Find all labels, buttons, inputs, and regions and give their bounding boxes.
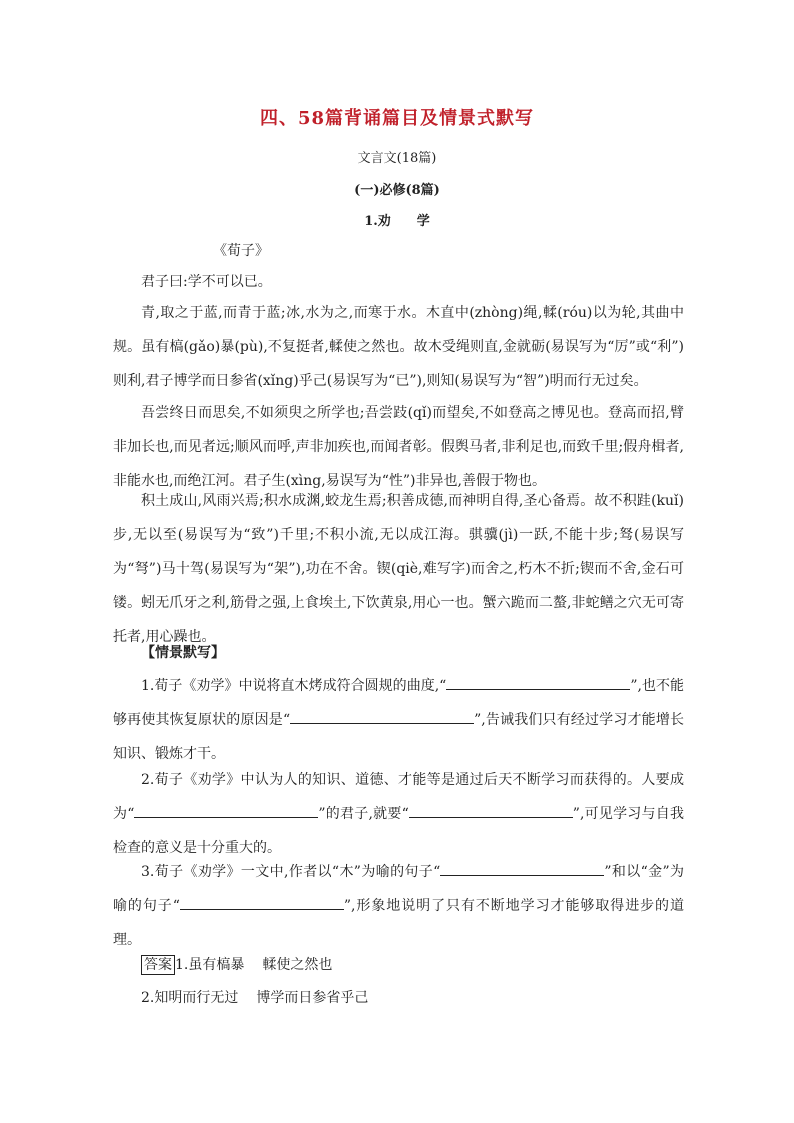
section-heading: (一)必修(8篇) [354, 183, 440, 198]
answer-blank[interactable] [446, 675, 630, 690]
answer-blank[interactable] [180, 895, 344, 910]
paragraph-text: 青,取之于蓝,而青于蓝;冰,水为之,而寒于水。木直中(zhòng)绳,輮(róu)以为轮,其曲中规。虽有槁(gǎo)暴(pù),不复挺者,輮使之然也。故木受绳则直,金就砺(易误写为“厉”或“利”)则利,君子博学而日参省(xǐng)乎己(易误写为“已”),则知(易误写为“智”)明而行无过矣。 [113, 305, 684, 389]
lesson-heading [0, 210, 794, 229]
answer-label: 答案 [141, 955, 175, 975]
answer-number: 1. [175, 957, 189, 973]
question-text: ”,形象地说明了只有不断地学习才能够取得进步的道理。 [113, 898, 684, 948]
question-text: ”,也不能够再使其恢复原状的原因是“ [113, 678, 685, 728]
answer-blank[interactable] [409, 803, 573, 818]
answer-blank[interactable] [440, 861, 604, 876]
question-3 [113, 855, 684, 957]
question-2 [113, 763, 684, 865]
text-paragraph-3 [113, 484, 684, 654]
paragraph-text: 积土成山,风雨兴焉;积水成渊,蛟龙生焉;积善成德,而神明自得,圣心备焉。故不积跬(kuǐ)步,无以至(易误写为“致”)千里;不积小流,无以成江海。骐骥(jì)一跃,不能十步;驽(易误写为“弩”)马十驾(易误写为“架”),功在不舍。锲(qiè,难写字)而舍之,朽木不折;锲而不舍,金石可镂。蚓无爪牙之利,筋骨之强,上食埃土,下饮黄泉,用心一也。蟹六跪而二螯,非蛇鳝之穴无可寄托者,用心躁也。 [113, 493, 684, 645]
answer-blank[interactable] [290, 709, 474, 724]
exercise-heading: 【情景默写】 [141, 645, 225, 661]
question-text: ”,告诫我们只有经过学习才能增长知识、锻炼才干。 [113, 712, 684, 762]
question-text: 1.荀子《劝学》中说将直木烤成符合圆规的曲度,“ [141, 678, 447, 694]
question-text: ”和以“金”为喻的句子“ [113, 864, 684, 914]
question-text: 2.荀子《劝学》中认为人的知识、道德、才能等是通过后天不断学习而获得的。人要成为“ [113, 772, 684, 822]
lesson-word: 学 [416, 214, 430, 229]
answer-text: 虽有槁暴 [188, 957, 245, 973]
page-title: 四、58篇背诵篇目及情景式默写 [259, 108, 535, 129]
lesson-number: 1.劝 [364, 214, 391, 229]
answer-text: 輮使之然也 [262, 957, 333, 973]
answer-text: 知明而行无过 [154, 990, 239, 1006]
answer-line-1 [141, 954, 332, 975]
question-text: ”的君子,就要“ [318, 806, 409, 822]
text-paragraph-2 [113, 396, 684, 498]
question-text: 3.荀子《劝学》一文中,作者以“木”为喻的句子“ [141, 864, 441, 880]
text-paragraph-1 [113, 296, 684, 398]
question-1 [113, 669, 684, 771]
subtitle: 文言文(18篇) [357, 151, 437, 166]
answer-line-2 [141, 987, 368, 1007]
answer-text: 博学而日参省乎己 [256, 990, 369, 1006]
answer-blank[interactable] [134, 803, 318, 818]
answer-number: 2. [141, 990, 155, 1006]
paragraph-text: 吾尝终日而思矣,不如须臾之所学也;吾尝跂(qǐ)而望矣,不如登高之博见也。登高而招,臂非加长也,而见者远;顺风而呼,声非加疾也,而闻者彰。假舆马者,非利足也,而致千里;假舟楫者,非能水也,而绝江河。君子生(xìng,易误写为“性”)非异也,善假于物也。 [113, 405, 684, 489]
question-text: ”,可见学习与自我检查的意义是十分重大的。 [113, 806, 684, 856]
intro-text: 君子曰:学不可以已。 [141, 274, 272, 290]
author: 《荀子》 [213, 243, 269, 259]
intro-paragraph [113, 265, 684, 299]
